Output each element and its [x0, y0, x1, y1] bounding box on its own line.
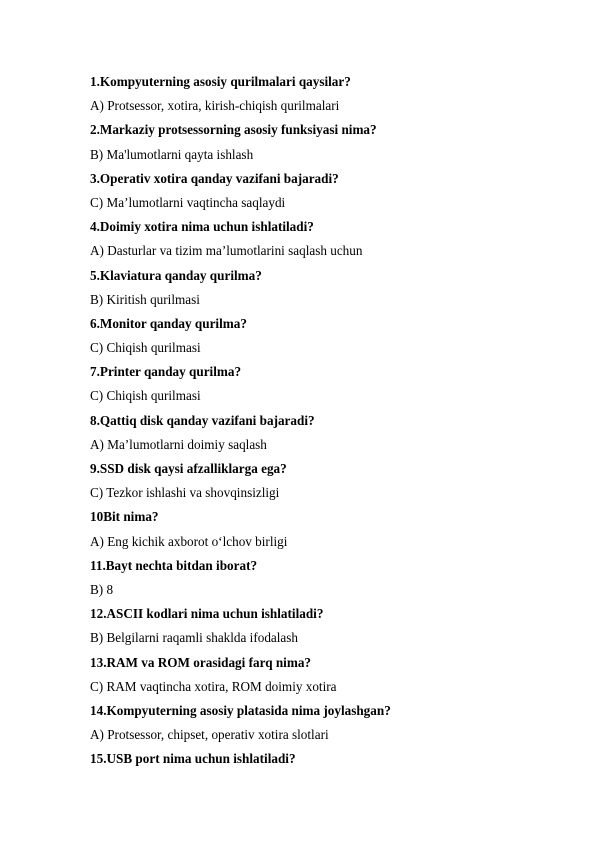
answer-2: B) Ma'lumotlarni qayta ishlash: [90, 146, 254, 162]
question-15: 15.USB port nima uchun ishlatiladi?: [90, 751, 296, 767]
answer-9: C) Tezkor ishlashi va shovqinsizligi: [90, 485, 280, 501]
question-14: 14.Kompyuterning asosiy platasida nima joylashgan?: [90, 702, 391, 718]
answer-13: C) RAM vaqtincha xotira, ROM doimiy xotira: [90, 678, 337, 694]
answer-11: B) 8: [90, 581, 114, 597]
question-4: 4.Doimiy xotira nima uchun ishlatiladi?: [90, 219, 314, 235]
answer-12: B) Belgilarni raqamli shaklda ifodalash: [90, 630, 299, 646]
answer-6: C) Chiqish qurilmasi: [90, 340, 201, 356]
answer-7: C) Chiqish qurilmasi: [90, 388, 201, 404]
question-7: 7.Printer qanday qurilma?: [90, 364, 242, 380]
question-13: 13.RAM va ROM orasidagi farq nima?: [90, 654, 312, 670]
question-9: 9.SSD disk qaysi afzalliklarga ega?: [90, 461, 287, 476]
answer-1: A) Protsessor, xotira, kirish-chiqish qurilmalari: [90, 98, 340, 114]
question-11: 11.Bayt nechta bitdan iborat?: [90, 557, 258, 573]
question-6: 6.Monitor qanday qurilma?: [90, 315, 247, 331]
question-1: 1.Kompyuterning asosiy qurilmalari qaysilar?: [90, 74, 351, 89]
question-12: 12.ASCII kodlari nima uchun ishlatiladi?: [90, 606, 324, 622]
question-8: 8.Qattiq disk qanday vazifani bajaradi?: [90, 412, 315, 428]
question-2: 2.Markaziy protsessorning asosiy funksiyasi nima?: [90, 122, 377, 138]
answer-3: C) Ma’lumotlarni vaqtincha saqlaydi: [90, 194, 286, 210]
answer-5: B) Kiritish qurilmasi: [90, 291, 200, 307]
question-3: 3.Operativ xotira qanday vazifani bajaradi?: [90, 170, 339, 186]
answer-8: A) Ma’lumotlarni doimiy saqlash: [90, 436, 267, 452]
answer-14: A) Protsessor, chipset, operativ xotira slotlari: [90, 727, 329, 743]
answer-10: A) Eng kichik axborot o‘lchov birligi: [90, 533, 288, 549]
answer-4: A) Dasturlar va tizim ma’lumotlarini saqlash uchun: [90, 243, 363, 259]
question-10: 10Bit nima?: [90, 509, 159, 525]
question-answer-list: [90, 70, 550, 771]
question-5: 5.Klaviatura qanday qurilma?: [90, 267, 262, 283]
